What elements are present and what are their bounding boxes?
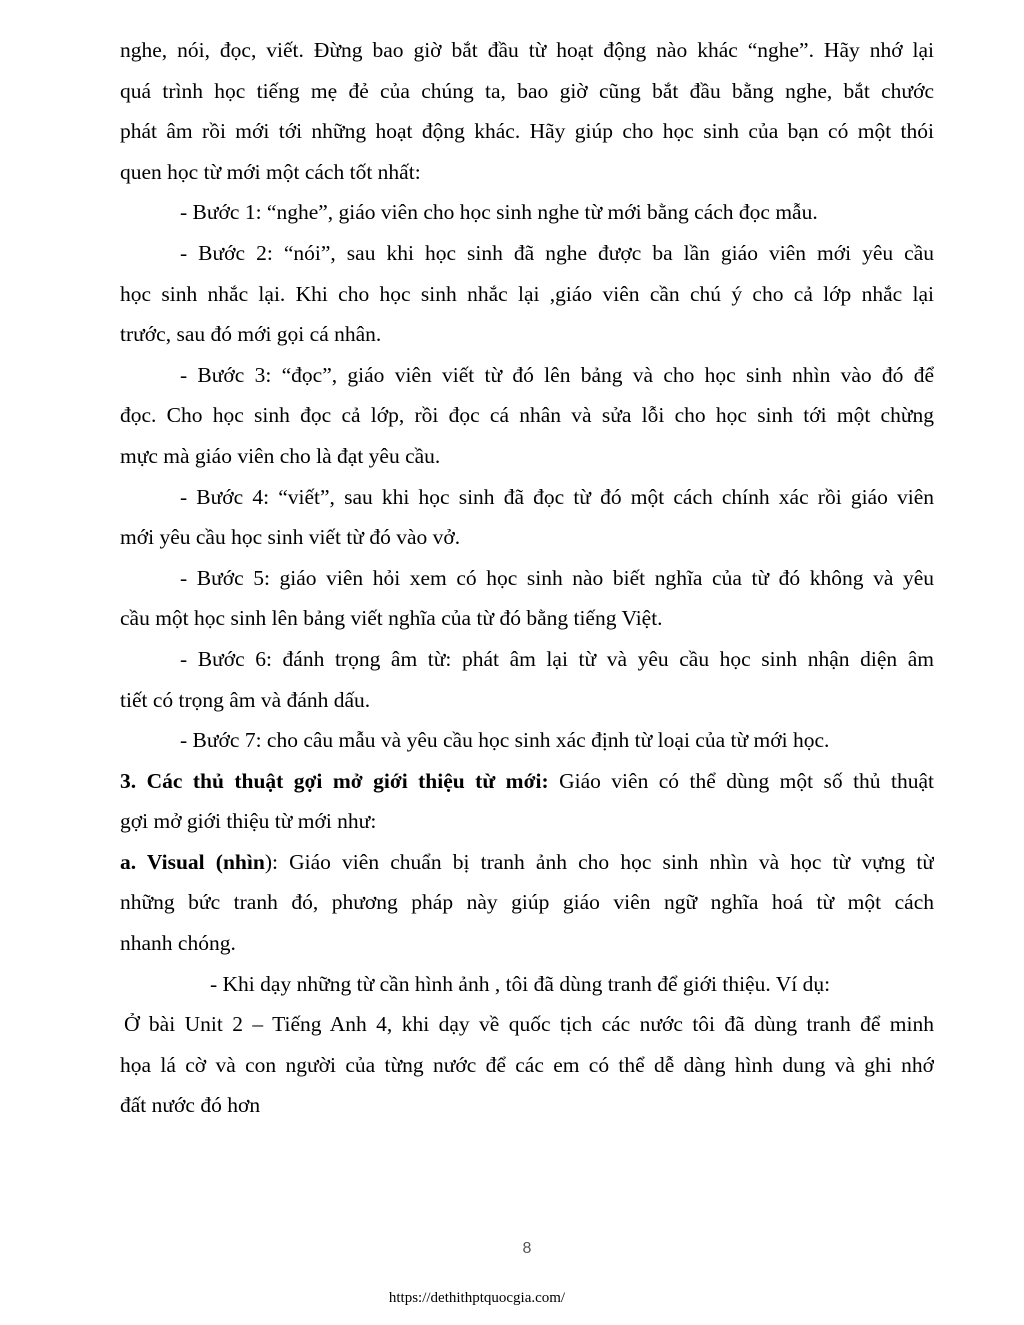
paragraph-line: học sinh nhắc lại. Khi cho học sinh nhắc lại ,giáo viên cần chú ý cho cả lớp nhắc lại (120, 281, 934, 306)
paragraph-line: nhanh chóng. (120, 931, 236, 956)
visual-line (120, 842, 934, 883)
paragraph-line: đọc. Cho học sinh đọc cả lớp, rồi đọc cá nhân và sửa lỗi cho học sinh tới một chừng (120, 403, 934, 428)
step-1-line: - Bước 1: “nghe”, giáo viên cho học sinh nghe từ mới bằng cách đọc mẫu. (180, 200, 818, 225)
visual-text: : Giáo viên chuẩn bị tranh ảnh cho học sinh nhìn và học từ vựng từ (271, 849, 934, 874)
paragraph-line: cầu một học sinh lên bảng viết nghĩa của từ đó bằng tiếng Việt. (120, 606, 663, 631)
example-line: Ở bài Unit 2 – Tiếng Anh 4, khi dạy về quốc tịch các nước tôi đã dùng tranh để minh (124, 1012, 934, 1037)
document-body (120, 30, 934, 1126)
section-3-heading: 3. Các thủ thuật gợi mở giới thiệu từ mới: (120, 768, 549, 793)
example-intro-line: - Khi dạy những từ cần hình ảnh , tôi đã dùng tranh để giới thiệu. Ví dụ: (210, 971, 831, 996)
paragraph-line: quen học từ mới một cách tốt nhất: (120, 159, 421, 184)
page-number: 8 (522, 1240, 532, 1257)
paragraph-line: tiết có trọng âm và đánh dấu. (120, 687, 371, 712)
section-3-text: Giáo viên có thể dùng một số thủ thuật (548, 768, 934, 793)
step-3-line: - Bước 3: “đọc”, giáo viên viết từ đó lên bảng và cho học sinh nhìn vào đó để (180, 362, 934, 387)
paragraph-line: trước, sau đó mới gọi cá nhân. (120, 322, 382, 347)
step-2-line: - Bước 2: “nói”, sau khi học sinh đã nghe được ba lần giáo viên mới yêu cầu (180, 240, 934, 265)
step-7-line: - Bước 7: cho câu mẫu và yêu cầu học sinh xác định từ loại của từ mới học. (180, 728, 830, 753)
example-line: họa lá cờ và con người của từng nước để các em có thể dễ dàng hình dung và ghi nhớ (120, 1052, 934, 1077)
step-5-line: - Bước 5: giáo viên hỏi xem có học sinh nào biết nghĩa của từ đó không và yêu (180, 565, 934, 590)
paragraph-line: nghe, nói, đọc, viết. Đừng bao giờ bắt đầu từ hoạt động nào khác “nghe”. Hãy nhớ lại (120, 38, 934, 62)
paragraph-line: mực mà giáo viên cho là đạt yêu cầu. (120, 443, 441, 468)
paragraph-line: mới yêu cầu học sinh viết từ đó vào vở. (120, 525, 461, 550)
example-line: đất nước đó hơn (120, 1093, 261, 1118)
paragraph-line: gợi mở giới thiệu từ mới như: (120, 809, 377, 834)
paragraph-line: quá trình học tiếng mẹ đẻ của chúng ta, bao giờ cũng bắt đầu bằng nghe, bắt chước (120, 78, 934, 103)
paragraph-line: phát âm rồi mới tới những hoạt động khác. Hãy giúp cho học sinh của bạn có một thói (120, 119, 934, 144)
footer-url[interactable]: https://dethithptquocgia.com/ (388, 1290, 566, 1306)
section-3-line (120, 761, 934, 802)
visual-heading: a. Visual (nhìn (120, 849, 265, 874)
visual-paren: ) (264, 849, 272, 874)
paragraph-line: những bức tranh đó, phương pháp này giúp giáo viên ngữ nghĩa hoá từ một cách (120, 890, 934, 915)
step-4-line: - Bước 4: “viết”, sau khi học sinh đã đọc từ đó một cách chính xác rồi giáo viên (180, 484, 934, 509)
step-6-line: - Bước 6: đánh trọng âm từ: phát âm lại từ và yêu cầu học sinh nhận diện âm (180, 646, 934, 671)
